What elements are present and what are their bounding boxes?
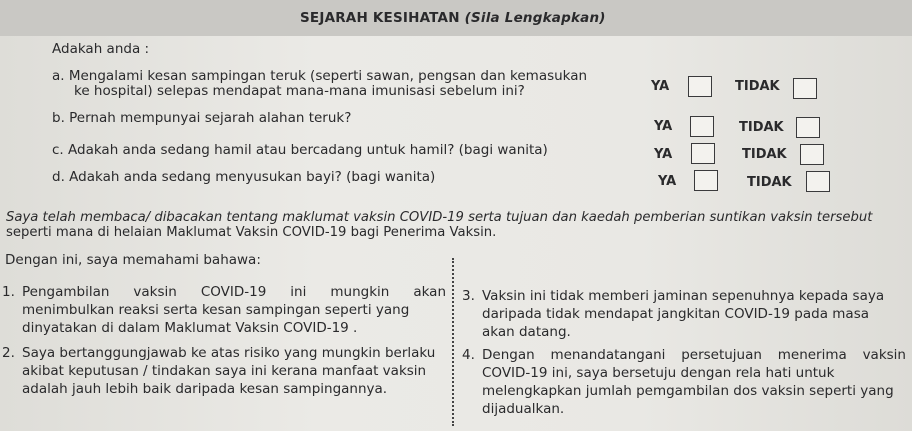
- question-a: [52, 69, 587, 99]
- column-divider: [452, 258, 454, 426]
- section-title-main: SEJARAH KESIHATAN: [300, 10, 460, 26]
- point-1-line2: menimbulkan reaksi serta kesan sampingan seperti yang: [22, 302, 410, 318]
- intro-text: Adakah anda :: [52, 41, 150, 57]
- question-b-yes-label: YA: [654, 119, 673, 134]
- point-3-number: 3.: [462, 288, 475, 304]
- point-3-line2: daripada tidak mendapat jangkitan COVID-19 pada masa: [482, 306, 869, 322]
- question-b: b. Pernah mempunyai sejarah alahan teruk?: [52, 110, 352, 126]
- point-4-number: 4.: [462, 347, 475, 363]
- point-4-line1: Dengan menandatangani persetujuan menerima vaksin: [482, 347, 906, 363]
- point-2-line3: adalah jauh lebih baik daripada kesan sampingannya.: [22, 381, 388, 397]
- question-c-yes-label: YA: [654, 147, 673, 162]
- question-a-yes-checkbox[interactable]: [688, 76, 712, 97]
- point-1-number: 1.: [2, 284, 15, 300]
- point-4-line2: COVID-19 ini, saya bersetuju dengan rela hati untuk: [482, 365, 835, 381]
- understand-heading: Dengan ini, saya memahami bahawa:: [5, 252, 261, 268]
- question-d-no-label: TIDAK: [747, 175, 792, 190]
- question-c: c. Adakah anda sedang hamil atau bercadang untuk hamil? (bagi wanita): [52, 142, 548, 158]
- section-title: [300, 10, 606, 26]
- point-3-line3: akan datang.: [482, 324, 571, 340]
- question-d: d. Adakah anda sedang menyusukan bayi? (bagi wanita): [52, 169, 436, 185]
- question-c-no-checkbox[interactable]: [800, 144, 824, 165]
- section-header-bar: [0, 0, 912, 36]
- point-2-line2: akibat keputusan / tindakan saya ini kerana manfaat vaksin: [22, 363, 427, 379]
- question-a-no-checkbox[interactable]: [793, 78, 817, 99]
- point-1-line3: dinyatakan di dalam Maklumat Vaksin COVID-19 .: [22, 320, 358, 336]
- statement-line2: seperti mana di helaian Maklumat Vaksin COVID-19 bagi Penerima Vaksin.: [6, 225, 497, 240]
- question-a-yes-label: YA: [651, 79, 670, 94]
- point-3: [462, 287, 906, 341]
- question-a-no-label: TIDAK: [735, 79, 780, 94]
- question-d-yes-label: YA: [658, 174, 677, 189]
- point-2-number: 2.: [2, 345, 15, 361]
- section-title-sub: (Sila Lengkapkan): [464, 10, 606, 26]
- question-a-line1: a. Mengalami kesan sampingan teruk (seperti sawan, pengsan dan kemasukan: [52, 68, 588, 84]
- point-3-line1: Vaksin ini tidak memberi jaminan sepenuhnya kepada saya: [482, 288, 885, 304]
- point-1-line1: Pengambilan vaksin COVID-19 ini mungkin akan: [22, 284, 446, 300]
- question-b-yes-checkbox[interactable]: [690, 116, 714, 137]
- question-a-line2: ke hospital) selepas mendapat mana-mana imunisasi sebelum ini?: [74, 83, 525, 99]
- question-c-yes-checkbox[interactable]: [691, 143, 715, 164]
- point-4: [462, 346, 906, 418]
- point-4-line3: melengkapkan jumlah pemgambilan dos vaksin seperti yang: [482, 383, 894, 399]
- question-c-no-label: TIDAK: [742, 147, 787, 162]
- question-d-yes-checkbox[interactable]: [694, 170, 718, 191]
- question-b-no-checkbox[interactable]: [796, 117, 820, 138]
- point-2-line1: Saya bertanggungjawab ke atas risiko yang mungkin berlaku: [22, 345, 436, 361]
- question-d-no-checkbox[interactable]: [806, 171, 830, 192]
- point-2: [2, 344, 446, 398]
- point-4-line4: dijadualkan.: [482, 401, 565, 417]
- point-1: [2, 283, 446, 337]
- statement-line1: Saya telah membaca/ dibacakan tentang maklumat vaksin COVID-19 serta tujuan dan kaedah pemberian suntikan vaksin tersebut: [6, 210, 873, 225]
- question-b-no-label: TIDAK: [739, 120, 784, 135]
